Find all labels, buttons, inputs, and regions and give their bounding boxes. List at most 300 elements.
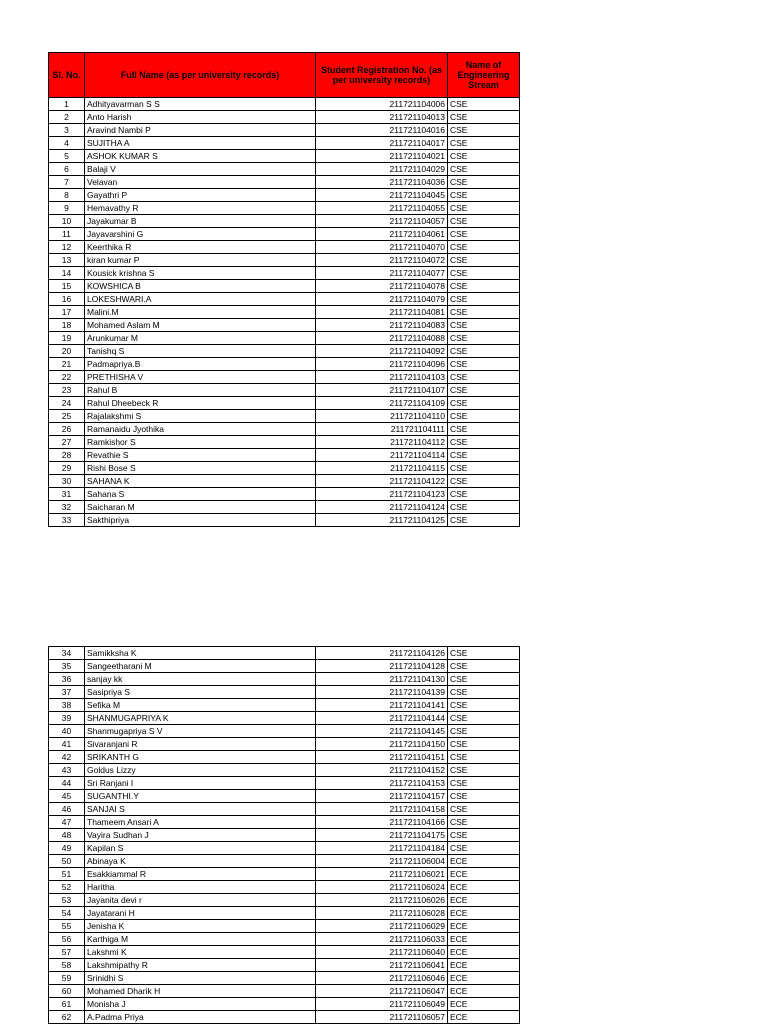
cell-reg-no: 211721106047 [316,985,448,998]
cell-stream: CSE [448,241,520,254]
cell-reg-no: 211721104114 [316,449,448,462]
cell-stream: CSE [448,673,520,686]
cell-sl-no: 54 [49,907,85,920]
cell-sl-no: 49 [49,842,85,855]
table-row [49,738,520,751]
cell-full-name: Jayavarshini G [85,228,316,241]
cell-reg-no: 211721106046 [316,972,448,985]
cell-full-name: Arunkumar M [85,332,316,345]
cell-stream: CSE [448,280,520,293]
cell-sl-no: 23 [49,384,85,397]
table-row [49,254,520,267]
cell-sl-no: 2 [49,111,85,124]
cell-reg-no: 211721106033 [316,933,448,946]
table-row [49,1011,520,1024]
table-row [49,332,520,345]
table-row [49,423,520,436]
header-sl-no: Sl. No. [49,53,85,98]
cell-full-name: Jayatarani H [85,907,316,920]
table-row [49,488,520,501]
cell-stream: ECE [448,1011,520,1024]
cell-full-name: Ramkishor S [85,436,316,449]
cell-full-name: SHANMUGAPRIYA K [85,712,316,725]
cell-full-name: Adhityavarman S S [85,98,316,111]
cell-full-name: Sakthipriya [85,514,316,527]
table-row [49,202,520,215]
table-row [49,280,520,293]
cell-reg-no: 211721106049 [316,998,448,1011]
cell-reg-no: 211721106029 [316,920,448,933]
cell-reg-no: 211721104017 [316,137,448,150]
cell-sl-no: 48 [49,829,85,842]
cell-reg-no: 211721106028 [316,907,448,920]
cell-sl-no: 19 [49,332,85,345]
cell-stream: CSE [448,777,520,790]
table-row [49,751,520,764]
cell-sl-no: 20 [49,345,85,358]
table-row [49,686,520,699]
cell-reg-no: 211721104070 [316,241,448,254]
table-row [49,306,520,319]
cell-stream: CSE [448,842,520,855]
cell-reg-no: 211721106041 [316,959,448,972]
cell-reg-no: 211721104110 [316,410,448,423]
table-row [49,449,520,462]
table-row [49,436,520,449]
cell-full-name: A.Padma Priya [85,1011,316,1024]
cell-reg-no: 211721106004 [316,855,448,868]
cell-full-name: Samikksha K [85,647,316,660]
cell-sl-no: 62 [49,1011,85,1024]
cell-reg-no: 211721104013 [316,111,448,124]
cell-reg-no: 211721104107 [316,384,448,397]
cell-reg-no: 211721104061 [316,228,448,241]
table-row [49,790,520,803]
cell-stream: ECE [448,972,520,985]
table-row [49,712,520,725]
cell-full-name: Mohamed Aslam M [85,319,316,332]
cell-stream: CSE [448,124,520,137]
cell-stream: CSE [448,345,520,358]
cell-stream: CSE [448,686,520,699]
student-table-1 [48,52,520,527]
cell-sl-no: 27 [49,436,85,449]
cell-stream: CSE [448,816,520,829]
cell-stream: ECE [448,894,520,907]
cell-full-name: PRETHISHA V [85,371,316,384]
cell-stream: ECE [448,881,520,894]
cell-sl-no: 37 [49,686,85,699]
cell-reg-no: 211721104139 [316,686,448,699]
cell-sl-no: 29 [49,462,85,475]
cell-sl-no: 28 [49,449,85,462]
cell-full-name: Sasipriya S [85,686,316,699]
cell-stream: ECE [448,907,520,920]
cell-full-name: Kousick krishna S [85,267,316,280]
cell-full-name: Haritha [85,881,316,894]
cell-sl-no: 8 [49,189,85,202]
cell-full-name: Rajalakshmi S [85,410,316,423]
cell-reg-no: 211721104111 [316,423,448,436]
cell-stream: ECE [448,946,520,959]
cell-reg-no: 211721104158 [316,803,448,816]
cell-stream: CSE [448,215,520,228]
table-row [49,855,520,868]
cell-stream: CSE [448,436,520,449]
cell-sl-no: 56 [49,933,85,946]
table-row [49,972,520,985]
cell-full-name: Abinaya K [85,855,316,868]
table-row [49,163,520,176]
table-row [49,842,520,855]
table-row [49,358,520,371]
cell-full-name: Sivaranjani R [85,738,316,751]
cell-full-name: Thameem Ansari A [85,816,316,829]
cell-full-name: Lakshmipathy R [85,959,316,972]
cell-stream: CSE [448,423,520,436]
cell-full-name: Jayanita devi r [85,894,316,907]
cell-full-name: Keerthika R [85,241,316,254]
cell-reg-no: 211721104006 [316,98,448,111]
table-row [49,998,520,1011]
table-row [49,894,520,907]
cell-stream: CSE [448,738,520,751]
table-row [49,501,520,514]
cell-sl-no: 3 [49,124,85,137]
cell-stream: CSE [448,764,520,777]
cell-full-name: Kapilan S [85,842,316,855]
cell-reg-no: 211721104109 [316,397,448,410]
cell-full-name: SANJAI S [85,803,316,816]
table-row [49,189,520,202]
cell-stream: CSE [448,699,520,712]
cell-sl-no: 52 [49,881,85,894]
cell-stream: CSE [448,829,520,842]
cell-reg-no: 211721104103 [316,371,448,384]
cell-reg-no: 211721106024 [316,881,448,894]
cell-sl-no: 42 [49,751,85,764]
cell-stream: CSE [448,790,520,803]
table-row [49,959,520,972]
cell-full-name: SUJITHA A [85,137,316,150]
cell-sl-no: 39 [49,712,85,725]
cell-stream: CSE [448,332,520,345]
cell-stream: CSE [448,514,520,527]
cell-reg-no: 211721106057 [316,1011,448,1024]
cell-sl-no: 53 [49,894,85,907]
cell-full-name: LOKESHWARI.A [85,293,316,306]
cell-full-name: Rahul B [85,384,316,397]
cell-full-name: Rahul Dheebeck R [85,397,316,410]
table-row [49,111,520,124]
table-2-body [49,647,520,1024]
cell-sl-no: 61 [49,998,85,1011]
cell-full-name: Sangeetharani M [85,660,316,673]
cell-reg-no: 211721104166 [316,816,448,829]
cell-reg-no: 211721104045 [316,189,448,202]
cell-stream: CSE [448,384,520,397]
student-table-2 [48,646,520,1024]
cell-stream: CSE [448,751,520,764]
cell-stream: ECE [448,998,520,1011]
cell-full-name: Hemavathy R [85,202,316,215]
table-row [49,176,520,189]
cell-sl-no: 33 [49,514,85,527]
cell-stream: CSE [448,163,520,176]
cell-reg-no: 211721104088 [316,332,448,345]
table-row [49,514,520,527]
cell-stream: CSE [448,228,520,241]
table-row [49,345,520,358]
cell-reg-no: 211721104141 [316,699,448,712]
cell-sl-no: 22 [49,371,85,384]
table-row [49,410,520,423]
cell-stream: CSE [448,189,520,202]
cell-stream: ECE [448,855,520,868]
cell-stream: CSE [448,488,520,501]
cell-sl-no: 7 [49,176,85,189]
table-row [49,777,520,790]
cell-stream: CSE [448,647,520,660]
table-row [49,868,520,881]
cell-reg-no: 211721104145 [316,725,448,738]
table-row [49,124,520,137]
table-row [49,881,520,894]
cell-stream: CSE [448,254,520,267]
cell-sl-no: 5 [49,150,85,163]
cell-reg-no: 211721104152 [316,764,448,777]
cell-stream: CSE [448,371,520,384]
cell-sl-no: 50 [49,855,85,868]
cell-sl-no: 15 [49,280,85,293]
cell-reg-no: 211721106040 [316,946,448,959]
table-row [49,829,520,842]
cell-sl-no: 26 [49,423,85,436]
cell-sl-no: 13 [49,254,85,267]
cell-full-name: Tanishq S [85,345,316,358]
cell-stream: CSE [448,176,520,189]
cell-reg-no: 211721104115 [316,462,448,475]
table-row [49,462,520,475]
table-row [49,137,520,150]
cell-sl-no: 9 [49,202,85,215]
cell-stream: ECE [448,985,520,998]
cell-reg-no: 211721104153 [316,777,448,790]
cell-stream: CSE [448,475,520,488]
cell-full-name: ASHOK KUMAR S [85,150,316,163]
cell-sl-no: 57 [49,946,85,959]
table-row [49,725,520,738]
cell-full-name: SAHANA K [85,475,316,488]
header-full-name: Full Name (as per university records) [85,53,316,98]
table-row [49,816,520,829]
cell-reg-no: 211721104055 [316,202,448,215]
cell-full-name: SRIKANTH G [85,751,316,764]
cell-full-name: Mohamed Dharik H [85,985,316,998]
cell-full-name: Goldus Lizzy [85,764,316,777]
cell-full-name: Jayakumar B [85,215,316,228]
cell-reg-no: 211721104092 [316,345,448,358]
cell-sl-no: 47 [49,816,85,829]
cell-reg-no: 211721104096 [316,358,448,371]
cell-full-name: Balaji V [85,163,316,176]
cell-stream: CSE [448,306,520,319]
cell-full-name: Malini.M [85,306,316,319]
cell-sl-no: 55 [49,920,85,933]
cell-full-name: Karthiga M [85,933,316,946]
cell-sl-no: 16 [49,293,85,306]
table-row [49,293,520,306]
table-row [49,215,520,228]
cell-stream: CSE [448,712,520,725]
cell-reg-no: 211721104125 [316,514,448,527]
cell-sl-no: 44 [49,777,85,790]
cell-stream: CSE [448,293,520,306]
table-row [49,475,520,488]
cell-stream: CSE [448,660,520,673]
cell-reg-no: 211721104077 [316,267,448,280]
cell-full-name: Velavan [85,176,316,189]
cell-reg-no: 211721104079 [316,293,448,306]
table-row [49,803,520,816]
cell-stream: CSE [448,137,520,150]
table-row [49,228,520,241]
cell-reg-no: 211721104083 [316,319,448,332]
cell-stream: CSE [448,267,520,280]
cell-reg-no: 211721104029 [316,163,448,176]
cell-reg-no: 211721104078 [316,280,448,293]
header-row [49,53,520,98]
cell-stream: CSE [448,111,520,124]
table-row [49,98,520,111]
cell-full-name: Saicharan M [85,501,316,514]
cell-sl-no: 11 [49,228,85,241]
cell-full-name: Vayira Sudhan J [85,829,316,842]
cell-stream: CSE [448,410,520,423]
cell-sl-no: 32 [49,501,85,514]
table-row [49,150,520,163]
cell-sl-no: 12 [49,241,85,254]
table-row [49,933,520,946]
cell-reg-no: 211721104126 [316,647,448,660]
cell-sl-no: 18 [49,319,85,332]
table-row [49,699,520,712]
table-1-body [49,98,520,527]
cell-sl-no: 58 [49,959,85,972]
cell-sl-no: 40 [49,725,85,738]
cell-stream: CSE [448,462,520,475]
cell-reg-no: 211721104072 [316,254,448,267]
cell-stream: CSE [448,98,520,111]
cell-reg-no: 211721104175 [316,829,448,842]
cell-stream: CSE [448,150,520,163]
cell-reg-no: 211721104112 [316,436,448,449]
cell-sl-no: 4 [49,137,85,150]
cell-full-name: Rishi Bose S [85,462,316,475]
cell-stream: CSE [448,397,520,410]
table-row [49,319,520,332]
cell-sl-no: 17 [49,306,85,319]
table-row [49,673,520,686]
cell-full-name: Aravind Nambi P [85,124,316,137]
cell-sl-no: 46 [49,803,85,816]
cell-full-name: Ramanaidu Jyothika [85,423,316,436]
table-row [49,920,520,933]
cell-full-name: Esakkiammal R [85,868,316,881]
cell-sl-no: 35 [49,660,85,673]
cell-sl-no: 43 [49,764,85,777]
cell-sl-no: 24 [49,397,85,410]
cell-sl-no: 59 [49,972,85,985]
cell-stream: ECE [448,868,520,881]
table-row [49,267,520,280]
cell-full-name: KOWSHICA B [85,280,316,293]
table-row [49,397,520,410]
cell-reg-no: 211721104124 [316,501,448,514]
cell-reg-no: 211721104184 [316,842,448,855]
cell-reg-no: 211721104130 [316,673,448,686]
cell-sl-no: 60 [49,985,85,998]
cell-stream: CSE [448,725,520,738]
cell-sl-no: 45 [49,790,85,803]
cell-stream: CSE [448,449,520,462]
cell-sl-no: 14 [49,267,85,280]
cell-sl-no: 51 [49,868,85,881]
cell-reg-no: 211721106021 [316,868,448,881]
cell-full-name: Sahana S [85,488,316,501]
cell-stream: ECE [448,933,520,946]
cell-reg-no: 211721104122 [316,475,448,488]
cell-sl-no: 30 [49,475,85,488]
cell-sl-no: 21 [49,358,85,371]
cell-reg-no: 211721104123 [316,488,448,501]
cell-full-name: Lakshmi K [85,946,316,959]
cell-stream: ECE [448,920,520,933]
cell-sl-no: 10 [49,215,85,228]
table-row [49,647,520,660]
table-row [49,946,520,959]
cell-stream: CSE [448,358,520,371]
table-row [49,985,520,998]
cell-stream: CSE [448,803,520,816]
cell-full-name: Sefika M [85,699,316,712]
table-row [49,371,520,384]
cell-reg-no: 211721104128 [316,660,448,673]
cell-stream: CSE [448,202,520,215]
cell-reg-no: 211721104021 [316,150,448,163]
cell-stream: ECE [448,959,520,972]
cell-sl-no: 38 [49,699,85,712]
cell-sl-no: 36 [49,673,85,686]
table-row [49,241,520,254]
cell-reg-no: 211721104144 [316,712,448,725]
cell-reg-no: 211721104036 [316,176,448,189]
cell-full-name: Monisha J [85,998,316,1011]
cell-reg-no: 211721104150 [316,738,448,751]
cell-full-name: Padmapriya.B [85,358,316,371]
table-row [49,660,520,673]
cell-reg-no: 211721104016 [316,124,448,137]
cell-sl-no: 25 [49,410,85,423]
cell-sl-no: 41 [49,738,85,751]
cell-sl-no: 31 [49,488,85,501]
cell-reg-no: 211721104157 [316,790,448,803]
header-reg-no: Student Registration No. (as per university records) [316,53,448,98]
cell-full-name: Shanmugapriya S V [85,725,316,738]
cell-full-name: Revathie S [85,449,316,462]
cell-full-name: sanjay kk [85,673,316,686]
cell-full-name: Srinidhi S [85,972,316,985]
